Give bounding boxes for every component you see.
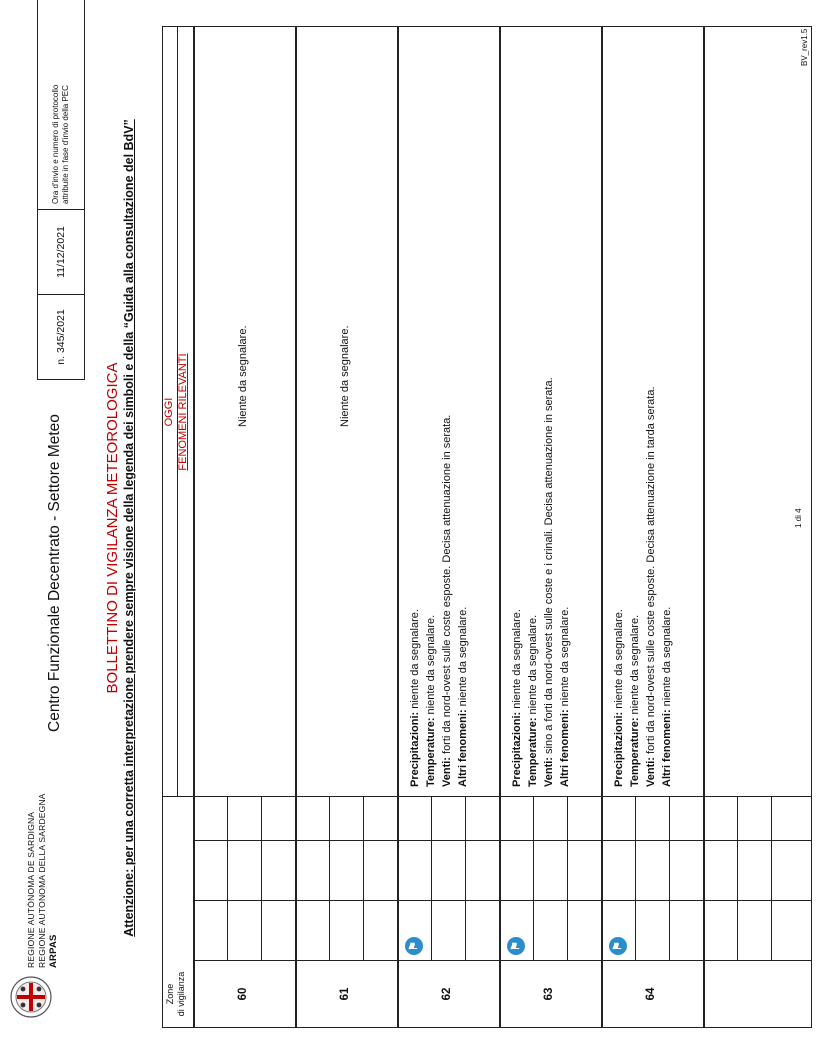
zone-number: 61 (339, 987, 351, 1001)
temp-value: niente da segnalare. (629, 614, 641, 718)
column-divider (193, 900, 811, 901)
temp-value: niente da segnalare. (425, 614, 437, 718)
zone-number: 63 (543, 987, 555, 1001)
column-divider (193, 840, 811, 841)
temp-label: Temperature: (425, 717, 437, 787)
bulletin-number: n. 345/2021 (38, 294, 84, 379)
day-header: OGGI (163, 397, 175, 427)
subrow-divider (635, 797, 636, 961)
other-label: Altri fenomeni: (661, 709, 673, 787)
bulletin-title: BOLLETTINO DI VIGILANZA METEOROLOGICA (104, 362, 121, 694)
wind-label: Venti: (543, 757, 555, 787)
row-message: Niente da segnalare. (237, 325, 249, 427)
row-message: Niente da segnalare. (339, 325, 351, 427)
header-left (26, 793, 59, 968)
subrow-divider (567, 797, 568, 961)
wind-icon: ⚑ (507, 937, 525, 955)
precip-value: niente da segnalare. (511, 609, 523, 712)
wind-value: forti da nord-ovest sulle coste esposte. Decisa attenuazione in tarda serata. (645, 386, 657, 758)
document-code: BV_rev1.5 (800, 28, 809, 66)
row-divider (397, 27, 399, 1027)
center-title: Centro Funzionale Decentrato - Settore Meteo (46, 414, 63, 732)
subrow-divider (363, 797, 364, 961)
protocol-note-line1: Ora d'invio e numero di protocollo (51, 84, 60, 204)
subrow-divider (261, 797, 262, 961)
bulletin-date: 11/12/2021 (38, 209, 84, 294)
region-emblem-icon (8, 974, 54, 1020)
zone-header (163, 961, 193, 1027)
wind-label: Venti: (441, 757, 453, 787)
protocol-note-line2: attribuite in fase d'invio della PEC (61, 85, 70, 204)
temp-label: Temperature: (629, 717, 641, 787)
row-divider (177, 27, 178, 797)
subrow-divider (431, 797, 432, 961)
subrow-divider (227, 797, 228, 961)
precip-value: niente da segnalare. (409, 609, 421, 712)
region-name-sardinian: REGIONE AUTÒNOMA DE SARDIGNA (26, 811, 36, 968)
column-divider (193, 960, 811, 961)
other-value: niente da segnalare. (661, 606, 673, 710)
precip-label: Precipitazioni: (511, 711, 523, 787)
subrow-divider (465, 797, 466, 961)
wind-icon: ⚑ (609, 937, 627, 955)
zone-number: 62 (441, 987, 453, 1001)
row-divider (601, 27, 603, 1027)
agency-name: ARPAS (48, 934, 59, 968)
row-divider (703, 27, 705, 1027)
row-divider (295, 27, 297, 1027)
section-header: FENOMENI RILEVANTI (177, 353, 189, 471)
protocol-note (38, 0, 84, 209)
row-divider (499, 27, 501, 1027)
zone-header-line1: Zone (165, 983, 175, 1005)
row-details (509, 377, 573, 787)
attention-note: Attenzione: per una corretta interpretazione prendere sempre visione della legenda dei simboli e della “Guida alla consultazione del BdV” (122, 119, 136, 937)
temp-value: niente da segnalare. (527, 614, 539, 718)
subrow-divider (533, 797, 534, 961)
precip-label: Precipitazioni: (613, 711, 625, 787)
subrow-divider (329, 797, 330, 961)
row-details (611, 387, 675, 788)
wind-label: Venti: (645, 757, 657, 787)
other-value: niente da segnalare. (457, 606, 469, 710)
wind-value: sino a forti da nord-ovest sulle coste e i crinali. Decisa attenuazione in serata. (543, 377, 555, 758)
zone-number: 60 (237, 987, 249, 1001)
subrow-divider (771, 797, 772, 961)
row-details (407, 415, 471, 787)
header-divider (193, 27, 195, 1027)
other-label: Altri fenomeni: (457, 709, 469, 787)
vigilance-table (162, 26, 812, 1028)
zone-number: 64 (645, 987, 657, 1001)
bulletin-info-box (37, 0, 85, 380)
wind-value: forti da nord-ovest sulle coste esposte. Decisa attenuazione in serata. (441, 414, 453, 758)
zone-header-line2: di vigilanza (176, 971, 186, 1017)
subrow-divider (669, 797, 670, 961)
precip-label: Precipitazioni: (409, 711, 421, 787)
subrow-divider (737, 797, 738, 961)
other-label: Altri fenomeni: (559, 709, 571, 787)
page-number: 1 di 4 (794, 508, 803, 528)
precip-value: niente da segnalare. (613, 609, 625, 712)
temp-label: Temperature: (527, 717, 539, 787)
region-name-italian: REGIONE AUTONOMA DELLA SARDEGNA (37, 793, 47, 968)
wind-icon: ⚑ (405, 937, 423, 955)
other-value: niente da segnalare. (559, 606, 571, 710)
